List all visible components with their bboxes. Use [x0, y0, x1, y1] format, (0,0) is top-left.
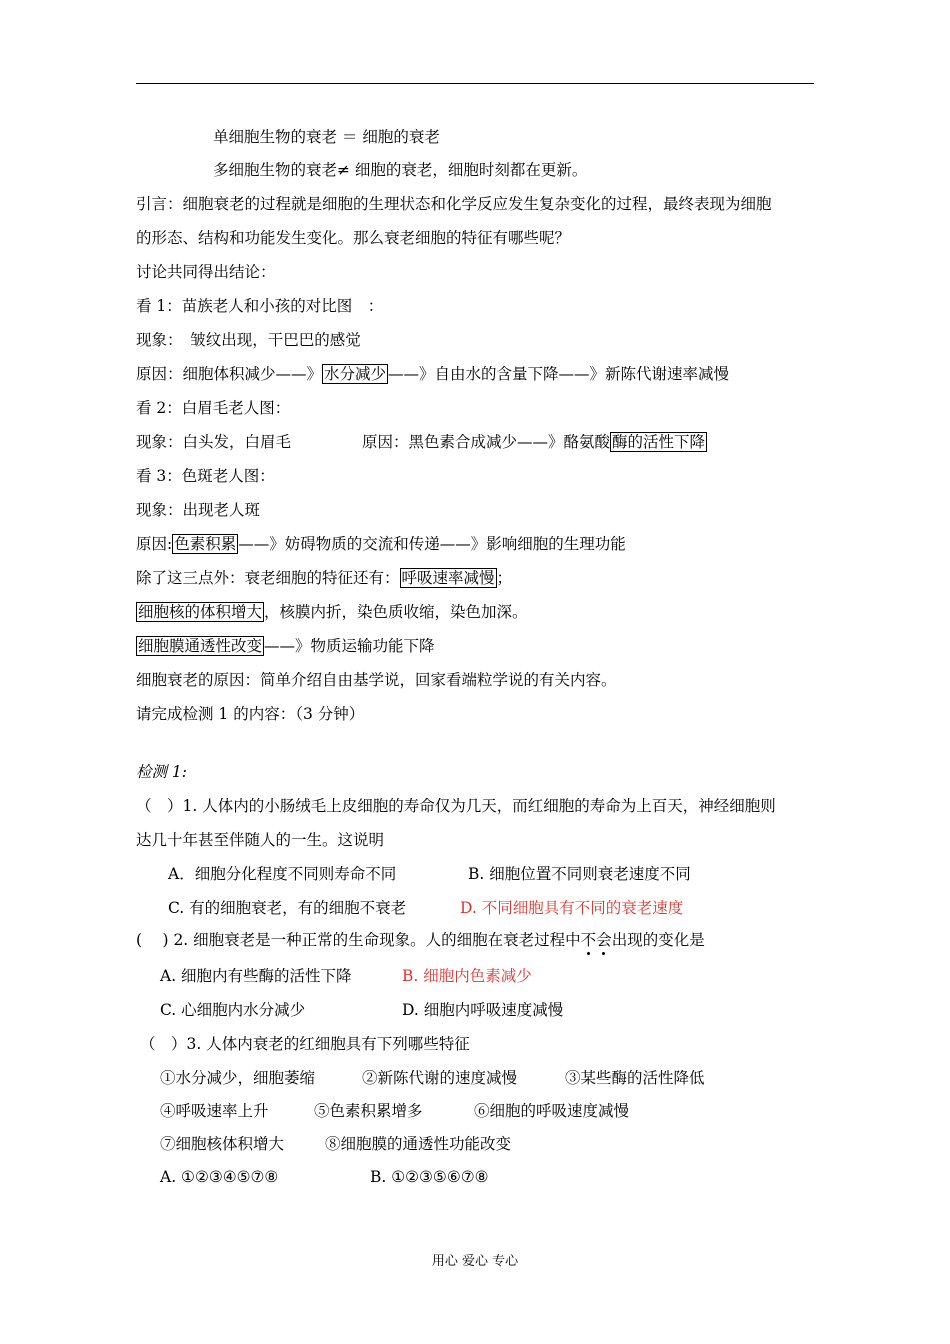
look3-title: 看 3：色斑老人图：	[136, 467, 275, 485]
look1-boxed-term: 水分减少	[324, 365, 387, 383]
q1-option-a: A．细胞分化程度不同则寿命不同	[168, 865, 397, 883]
q3-option-a: A. ①②③④⑤⑦⑧	[160, 1168, 279, 1186]
header-rule	[136, 83, 814, 84]
look1-phenomenon: 现象： 皱纹出现，干巴巴的感觉	[136, 331, 361, 349]
q3-option-b: B. ①②③⑤⑥⑦⑧	[370, 1168, 489, 1186]
look3-phenomenon: 现象：出现老人斑	[136, 501, 261, 519]
aging-reason: 细胞衰老的原因：简单介绍自由基学说，回家看端粒学说的有关内容。	[136, 671, 617, 689]
features-end: ；	[496, 569, 513, 587]
look2-title: 看 2：白眉毛老人图：	[136, 399, 291, 417]
look3-cause-text-b: ——》妨碍物质的交流和传递——》影响细胞的生理功能	[238, 535, 626, 553]
nucleus-boxed-term: 细胞核的体积增大	[138, 603, 263, 621]
q2-option-d: D. 细胞内呼吸速度减慢	[402, 1001, 564, 1019]
q3-item-3: ③某些酶的活性降低	[565, 1069, 705, 1087]
task-line: 请完成检测 1 的内容：（3 分钟）	[136, 705, 365, 723]
q2-stem	[136, 930, 705, 950]
q1-option-d-answer: D. 不同细胞具有不同的衰老速度	[460, 899, 684, 917]
nucleus-rest: ，核膜内折，染色质收缩，染色加深。	[264, 603, 528, 621]
discuss-line: 讨论共同得出结论：	[136, 263, 276, 281]
membrane-boxed-term: 细胞膜通透性改变	[138, 637, 263, 655]
q2-stem-text-b: 出现的变化是	[611, 931, 705, 949]
q3-item-8: ⑧细胞膜的通透性功能改变	[325, 1135, 512, 1153]
q3-item-2: ②新陈代谢的速度减慢	[362, 1069, 518, 1087]
look1-title: 看 1：苗族老人和小孩的对比图 ：	[136, 297, 384, 315]
look2-cause	[362, 432, 707, 452]
q1-option-b: B. 细胞位置不同则衰老速度不同	[468, 865, 691, 883]
q3-item-5: ⑤色素积累增多	[314, 1102, 423, 1120]
q3-item-4: ④呼吸速率上升	[160, 1102, 269, 1120]
intro-line-2: 多细胞生物的衰老≠ 细胞的衰老，细胞时刻都在更新。	[213, 161, 588, 179]
look3-boxed-term: 色素积累	[174, 535, 237, 553]
look1-cause-text-a: 原因：细胞体积减少——》	[136, 365, 323, 383]
q1-stem-a: （ ）1. 人体内的小肠绒毛上皮细胞的寿命仅为几天，而红细胞的寿命为上百天，神经细胞则	[136, 797, 776, 815]
q3-item-6: ⑥细胞的呼吸速度减慢	[474, 1102, 630, 1120]
look2-cause-text: 原因：黑色素合成减少——》酪氨酸	[362, 433, 611, 451]
look1-cause	[136, 364, 729, 384]
emphasis-dot-char-2: 会	[596, 931, 612, 949]
respiration-boxed-term: 呼吸速率减慢	[401, 569, 495, 587]
features-text: 除了这三点外：衰老细胞的特征还有：	[136, 569, 400, 587]
membrane-rest: ——》物质运输功能下降	[264, 637, 435, 655]
look2-phenomenon: 现象：白头发，白眉毛	[136, 433, 292, 451]
intro-line-1: 单细胞生物的衰老 ＝ 细胞的衰老	[213, 128, 440, 146]
features-line	[136, 568, 512, 588]
q2-option-c: C. 心细胞内水分减少	[160, 1001, 306, 1019]
page-footer: 用心 爱心 专心	[431, 1254, 519, 1269]
look3-cause-text-a: 原因:	[136, 535, 173, 553]
lead-line-a: 引言：细胞衰老的过程就是细胞的生理状态和化学反应发生复杂变化的过程，最终表现为细胞	[136, 195, 772, 213]
look2-boxed-term: 酶的活性下降	[612, 433, 706, 451]
q3-stem: （ ）3. 人体内衰老的红细胞具有下列哪些特征	[140, 1035, 470, 1053]
lead-line-b: 的形态、结构和功能发生变化。那么衰老细胞的特征有哪些呢？	[136, 229, 571, 247]
nucleus-line	[136, 602, 528, 622]
emphasis-dot-char-1: 不	[580, 931, 597, 949]
look1-cause-text-b: ——》自由水的含量下降——》新陈代谢速率减慢	[388, 365, 730, 383]
q1-option-c: C. 有的细胞衰老，有的细胞不衰老	[168, 899, 407, 917]
look3-cause	[136, 534, 626, 554]
test-heading: 检测 1:	[136, 763, 188, 781]
q1-stem-b: 达几十年甚至伴随人的一生。这说明	[136, 831, 385, 849]
q2-option-a: A. 细胞内有些酶的活性下降	[160, 967, 352, 985]
q2-option-b-answer: B. 细胞内色素减少	[402, 967, 532, 985]
q3-item-1: ①水分减少，细胞萎缩	[160, 1069, 316, 1087]
membrane-line	[136, 636, 435, 656]
q2-stem-text-a: ( ) 2. 细胞衰老是一种正常的生命现象。人的细胞在衰老过程中	[136, 931, 581, 949]
q3-item-7: ⑦细胞核体积增大	[160, 1135, 285, 1153]
